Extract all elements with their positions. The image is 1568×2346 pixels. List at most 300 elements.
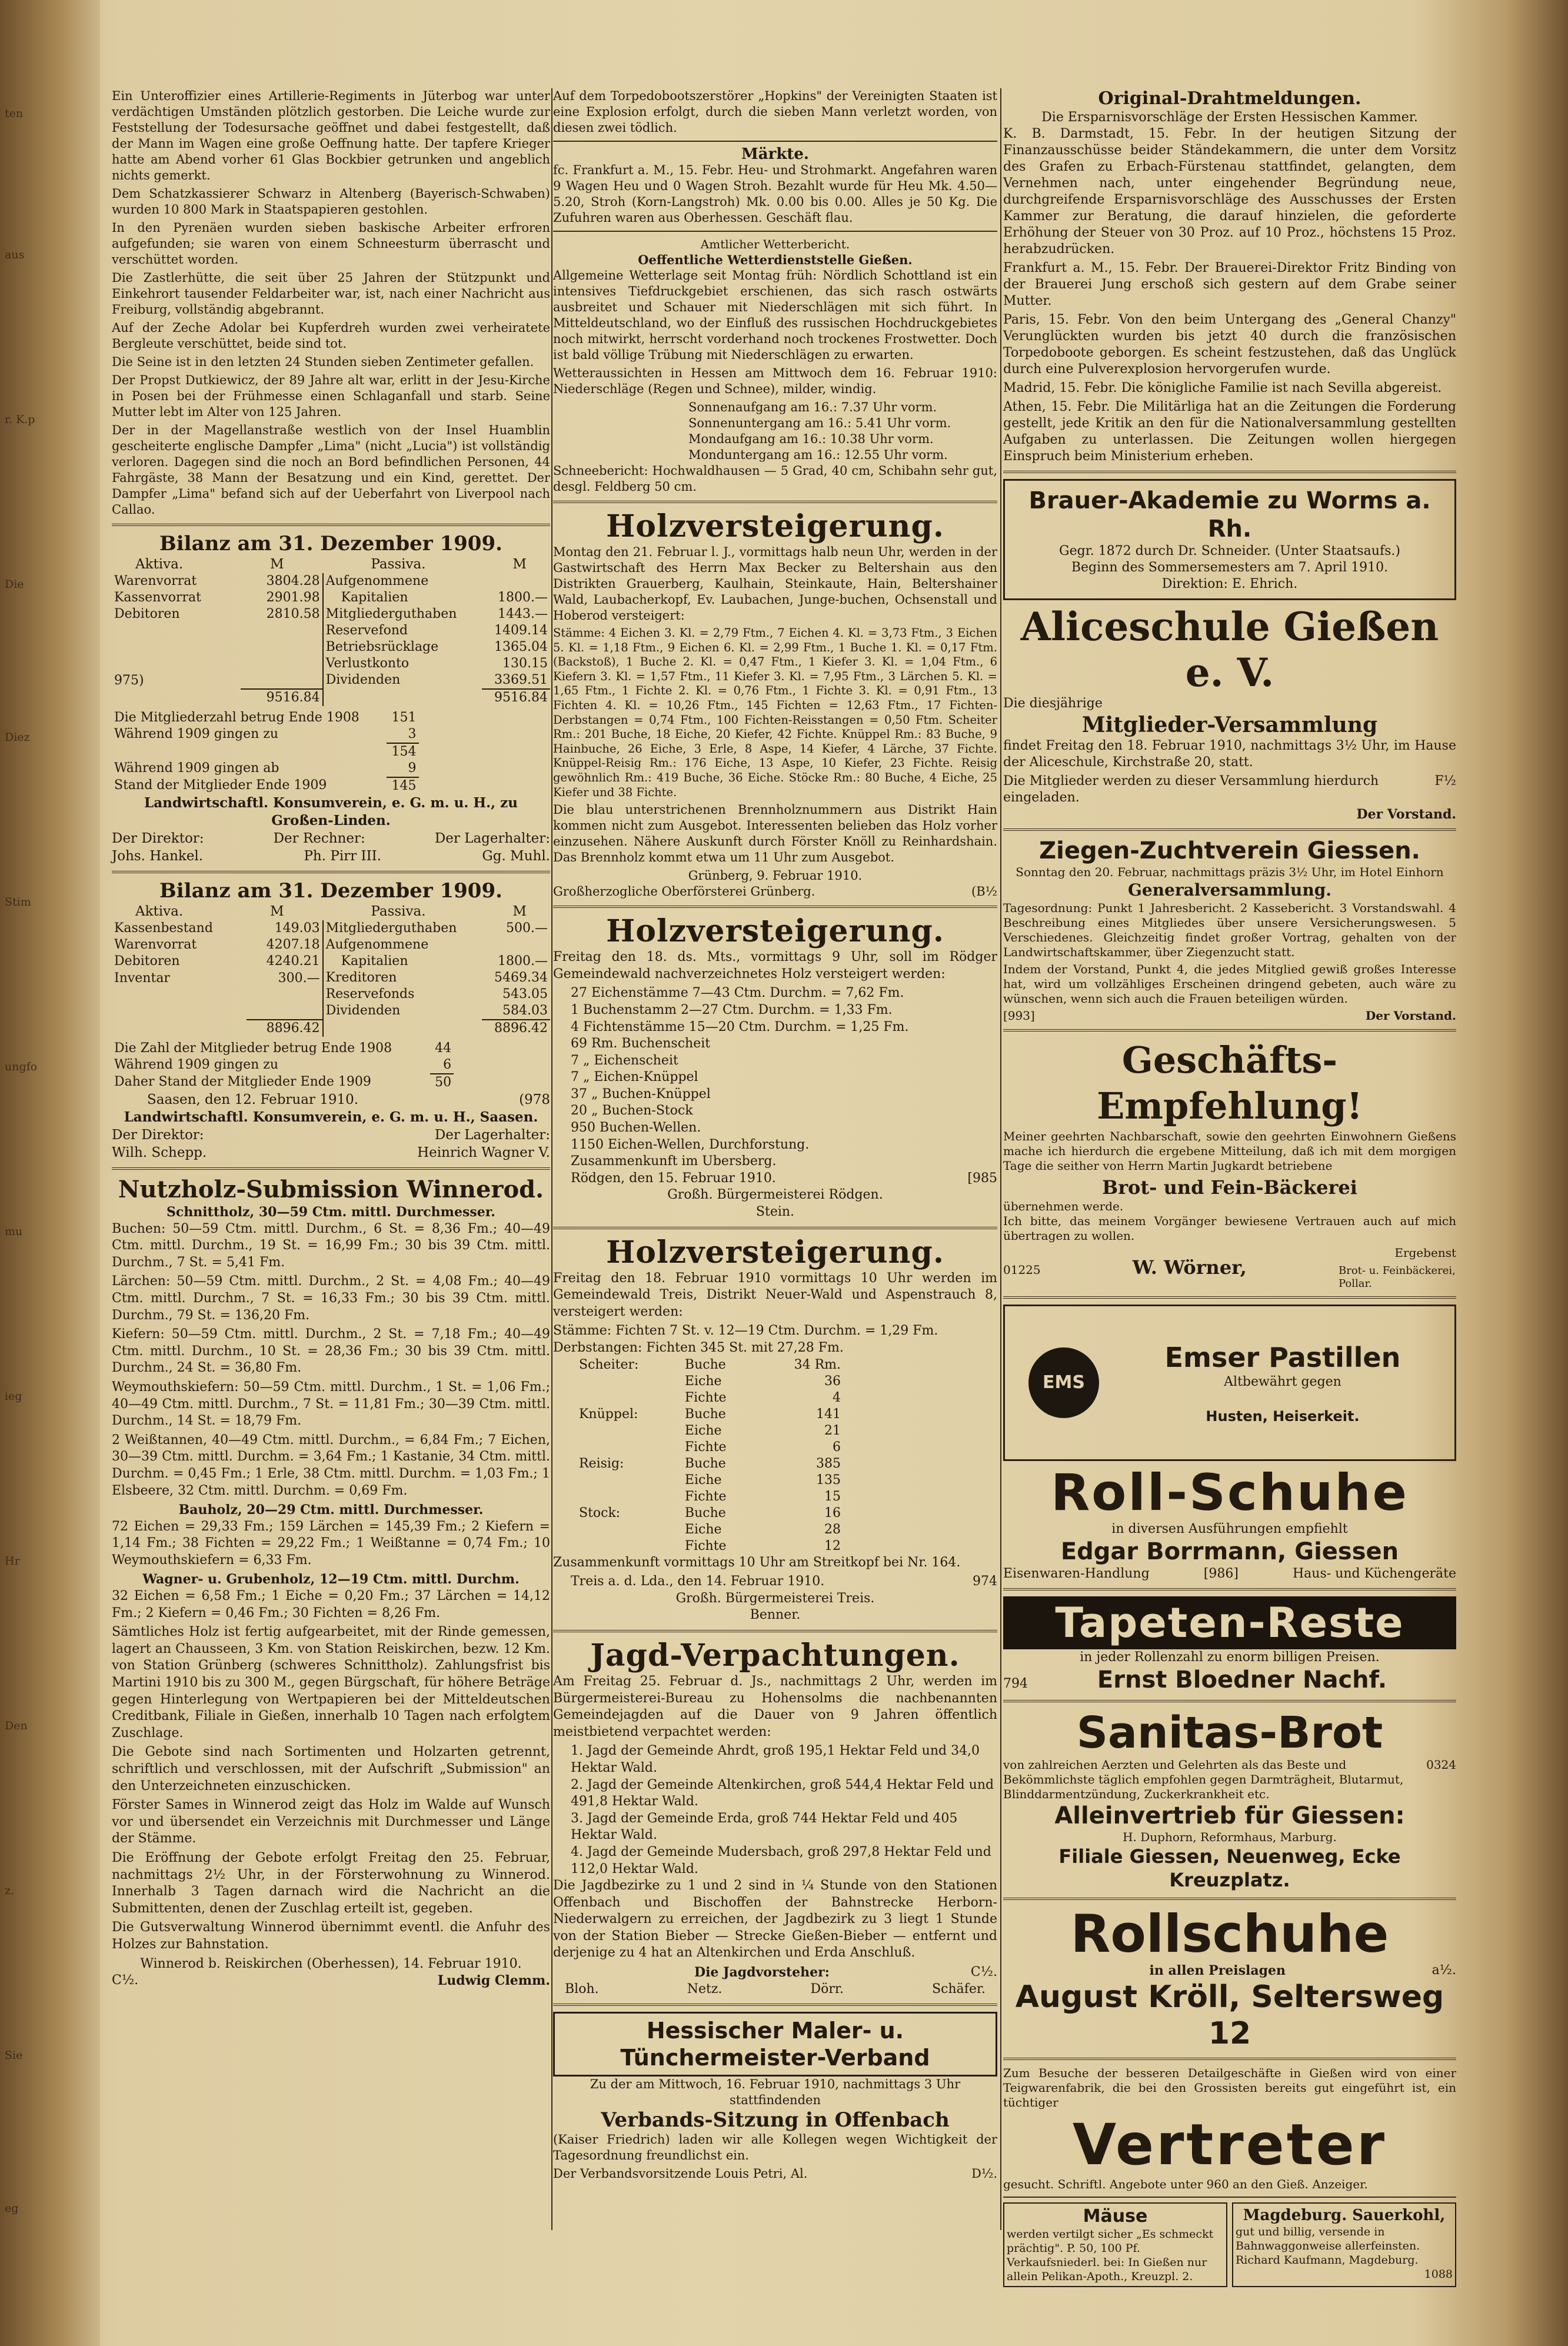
row-label: Warenvorrat [114, 574, 197, 588]
aktiva-table [112, 920, 322, 1037]
stamm-line: Stämme: Fichten 7 St. v. 12—19 Ctm. Durchm. = 1,29 Fm. [553, 1323, 938, 1339]
row-value: 151 [391, 710, 417, 725]
signature: Stein. [755, 1204, 795, 1220]
paragraph: 72 Eichen = 29,33 Fm.; 159 Lärchen = 145,39 Fm.; 2 Kiefern = 1,14 Fm.; 38 Fichten = 29,22 Fm.; 1 Weißtanne = 0,74 Fm.; 10 Weymouthskiefern = 6,33 Fm. [112, 1519, 550, 1568]
market-report: fc. Frankfurt a. M., 15. Febr. Heu- und Strohmarkt. Angefahren waren 9 Wagen Heu und 0 Wagen Stroh. Bezahlt wurde für Heu Mk. 4.50—5.20, Stroh (Korn-Langstroh) Mk. 0.00 bis 0.00. Alles je 50 Kg. Die Zufuhren waren aus Oberhessen. Geschäft flau. [553, 163, 997, 225]
table-row [323, 573, 550, 590]
row-label: Dividenden [325, 673, 401, 687]
names-row [112, 1144, 550, 1162]
bilanz-title: Bilanz am 31. Dezember 1909. [159, 532, 502, 555]
ref-number: 974 [973, 1574, 997, 1589]
ad-heading: Brot- und Fein-Bäckerei [1102, 1176, 1357, 1199]
row-label: Während 1909 gingen ab [114, 761, 279, 776]
passiva-table [322, 573, 550, 706]
row-label: Stand der Mitglieder Ende 1909 [114, 778, 327, 793]
roll1-ad [1003, 1465, 1456, 1582]
row-value: 50 [430, 1074, 454, 1091]
geschaeft-ad [1003, 1037, 1456, 1290]
ad-footer [1003, 1566, 1456, 1582]
paragraph: Die Jagdbezirke zu 1 und 2 sind in ¼ Stunde von den Stationen Offenbach und Bischoffen der Bahnstrecke Herborn-Niederwalgern zu erreichen, der Jagdbezirk zu 3 liegt 1 Stunde von der Station Bieber — Strecke Gießen-Bieber — entfernt und derjenige zu 4 hat an Altenkirchen und Erda Anschluß. [553, 1878, 997, 1961]
ref-number: 01225 [1003, 1263, 1041, 1277]
row-value: 1800.— [498, 954, 548, 969]
section-heading: Bauholz, 20—29 Ctm. mittl. Durchmesser. [178, 1502, 484, 1518]
row-category: Knüppel: [579, 1406, 638, 1422]
section-heading: Schnittholz, 30—59 Ctm. mittl. Durchmesser. [167, 1204, 495, 1220]
section-heading: Wagner- u. Grubenholz, 12—19 Ctm. mittl. Durchm. [142, 1572, 520, 1588]
ref-number: a½. [1431, 1963, 1456, 1978]
table-row [112, 573, 322, 590]
row-value: 34 Rm. [794, 1357, 841, 1372]
news-item: In den Pyrenäen wurden sieben baskische Arbeiter erfroren aufgefunden; sie waren von einem Schneesturm überrascht und verschüttet worden. [112, 221, 550, 267]
signature: Der Vorstand. [1365, 1009, 1456, 1023]
paragraph: Die blau unterstrichenen Brennholznummern aus Distrikt Hain kommen nicht zum Ausgebot. Interessenten belieben das Holz vorher einzusehen. Nähere Auskunft durch Förster Knöll zu Reinhardshain. Das Brennholz kommt etwa um 11 Uhr zum Ausgebot. [553, 803, 997, 865]
ref-number: D½. [971, 2167, 997, 2181]
passiva-table [322, 920, 550, 1037]
row-value: 28 [824, 1522, 841, 1537]
table-row [112, 710, 419, 726]
row-category: Stock: [579, 1505, 621, 1520]
row-value: 5469.34 [494, 970, 548, 985]
sunset: Sonnenuntergang am 16.: 5.41 Uhr vorm. [688, 416, 951, 430]
row-category [577, 1489, 683, 1505]
divider [553, 141, 997, 142]
ems-text [1117, 1341, 1449, 1425]
jagd-ad [553, 1638, 997, 1998]
sunrise: Sonnenaufgang am 16.: 7.37 Uhr vorm. [688, 400, 937, 414]
total-row [323, 1020, 550, 1037]
section-head: Amtlicher Wetterbericht. [700, 237, 850, 251]
row-value: 36 [824, 1373, 841, 1389]
news-section [112, 88, 550, 518]
sauerkohl-ad [1232, 2202, 1456, 2287]
list-item: 950 Buchen-Wellen. [571, 1120, 701, 1136]
section-subtitle: Die Ersparnisvorschläge der Ersten Hessischen Kammer. [1041, 110, 1418, 125]
row-value: 385 [816, 1456, 841, 1471]
signature-head [553, 1964, 997, 1981]
list-item: 2. Jagd der Gemeinde Altenkirchen, groß 544,4 Hektar Feld und 491,8 Hektar Wald. [571, 1777, 994, 1809]
paragraph: Sämtliches Holz ist fertig aufgearbeitet, mit der Rinde gemessen, lagert an Chausseen, 3 Km. von Station Reiskirchen, bezw. 12 Km. von Station Grünberg (schweres Schnittholz). Zahlungsfrist bis Martini 1910 bis zu 300 M., gegen Bürgschaft, für höhere Beträge gegen Hinterlegung von Wertpapieren bei der Mitteldeutschen Creditbank, Filiale in Gießen, innerhalb 10 Tagen nach erfolgtem Zuschlage. [112, 1625, 550, 1741]
paragraph: Freitag den 18. ds. Mts., vormittags 9 Uhr, soll im Rödger Gemeindewald nachverzeichnetes Holz versteigert werden: [553, 950, 997, 981]
ref-number: [986] [1203, 1566, 1239, 1581]
currency-label: M [270, 904, 284, 919]
row-value: 149.03 [274, 921, 320, 936]
names-row [112, 847, 550, 865]
role-label: Der Rechner: [273, 831, 365, 846]
table-row [112, 760, 419, 777]
place-row [553, 1170, 997, 1187]
news-item: Der Propst Dutkiewicz, der 89 Jahre alt war, erlitt in der Jesu-Kirche in Posen bei der Frühmesse einen Schlaganfall und starb. Seine Mutter lebt im Alter von 125 Jahren. [112, 373, 550, 419]
bilanz-ad-2 [112, 879, 550, 1162]
row-label: Kreditoren [325, 970, 397, 985]
row-wood: Buche [684, 1406, 726, 1422]
holz-list [553, 985, 997, 1153]
row-value: 300.— [278, 970, 320, 986]
row-label: Betriebsrücklage [325, 640, 439, 654]
ref-number: [985 [967, 1170, 997, 1186]
row-label: Mitgliederguthaben [325, 921, 457, 936]
paragraph: Meiner geehrten Nachbarschaft, sowie den geehrten Einwohnern Gießens mache ich hierdurch die ergebene Mitteilung, daß ich mit dem morgigen Tage die seither von Herrn Martin Jugkardt betriebene [1003, 1129, 1456, 1173]
signature: Der Vorstand. [1356, 807, 1456, 822]
signature-row [1003, 1256, 1456, 1290]
table-row [323, 953, 550, 970]
divider [553, 1630, 997, 1632]
currency-label: M [270, 557, 284, 572]
role-label: Der Lagerhalter: [434, 1127, 550, 1143]
table-row [112, 623, 322, 689]
row-wood: Buche [684, 1505, 726, 1520]
weather-forecast: Wetteraussichten in Hessen am Mittwoch dem 16. Februar 1910: Niederschläge (Regen und Schnee), milder, windig. [553, 366, 997, 396]
paragraph: findet Freitag den 18. Februar 1910, nachmittags 3½ Uhr, im Hause der Aliceschule, Kirchstraße 20, statt. [1003, 738, 1456, 770]
meeting-point: Zusammenkunft im Ubersberg. [571, 1154, 777, 1169]
holz-ad-1 [553, 509, 997, 900]
table-row [112, 1057, 454, 1074]
divider [1003, 2058, 1456, 2060]
list-item: 4 Fichtenstämme 15—20 Ctm. Durchm. = 1,25 Fm. [571, 1019, 909, 1034]
divider [1003, 1588, 1456, 1590]
paragraph: Freitag den 18. Februar 1910 vormittags 10 Uhr werden im Gemeindewald Treis, Distrikt Neuer-Wald und Aspenstrauch 8, versteigert werden: [553, 1270, 997, 1319]
list-item: 4. Jagd der Gemeinde Mudersbach, groß 297,8 Hektar Feld und 112,0 Hektar Wald. [571, 1844, 991, 1876]
ad-title: Vertreter [1072, 2112, 1387, 2178]
news-item: Auf der Zeche Adolar bei Kupferdreh wurden zwei verheiratete Bergleute verschüttet, beide sind tot. [112, 321, 550, 351]
total-row [112, 1020, 322, 1037]
table-row [323, 639, 550, 655]
paragraph: übernehmen werde. [1003, 1199, 1124, 1213]
ad-title: Jagd-Verpachtungen. [590, 1637, 960, 1673]
ad-line: Husten, Heiserkeit. [1206, 1408, 1360, 1425]
row-label [112, 743, 387, 760]
row-label: Verlustkonto [325, 656, 410, 671]
signature: W. Wörner, [1132, 1256, 1247, 1279]
table-row [112, 1040, 454, 1057]
column-divider [551, 88, 552, 2230]
ref-number: (978 [519, 1092, 550, 1107]
divider [553, 501, 997, 503]
spine-fragment: mu [5, 1225, 23, 1238]
row-wood: Eiche [684, 1423, 722, 1438]
row-category [577, 1423, 683, 1439]
row-wood: Eiche [684, 1472, 722, 1488]
ad-title: Hessischer Maler- u. Tünchermeister-Verband [553, 2012, 997, 2077]
row-category [577, 1390, 683, 1406]
row-value: 543.05 [502, 987, 548, 1001]
ref-number: F½ [1434, 774, 1456, 788]
signature: Benner. [750, 1608, 801, 1623]
ad-title: Sanitas-Brot [1076, 1708, 1383, 1758]
paragraph: (Kaiser Friedrich) laden wir alle Kollegen wegen Wichtigkeit der Tagesordnung freundlichst ein. [553, 2132, 997, 2163]
paragraph: Montag den 21. Februar l. J., vormittags halb neun Uhr, werden in der Gastwirtschaft des Herrn Max Becker zu Beltershain aus den Distrikten Grauerberg, Kaulhain, Steinkaute, Hain, Beltershainer Wald, Laubacherkopf, Ev. Laubachen, Junge-buchen, Ochsenstall und Hoberod versteigert: [553, 545, 997, 623]
ad-line: in allen Preislagen [1149, 1963, 1286, 1978]
place-date: Winnerod b. Reiskirchen (Oberhessen), 14. Februar 1910. [140, 1956, 522, 1971]
aktiva-label: Aktiva. [135, 904, 184, 919]
signature: Ludwig Clemm. [437, 1973, 550, 1989]
ref-number: 794 [1003, 1676, 1028, 1691]
row-label: Warenvorrat [114, 937, 197, 953]
ad-line: Haus- und Küchengeräte [1293, 1566, 1456, 1581]
roll2-ad [1003, 1906, 1456, 2052]
person-name: Netz. [687, 1981, 723, 1996]
currency-label: M [512, 904, 527, 919]
paragraph: Indem der Vorstand, Punkt 4, die jedes Mitglied gewiß großes Interesse hat, wird um vollzähliges Erscheinen dringend gebeten, auch wäre zu wünschen, wenn sich auch die Frauen beteiligen würden. [1003, 962, 1456, 1006]
table-row [323, 970, 550, 986]
divider [112, 524, 550, 526]
table-row [112, 1074, 454, 1091]
row-label: Aufgenommene [325, 937, 429, 952]
divider [1003, 828, 1456, 831]
derb-line: Derbstangen: Fichten 345 St. mit 27,28 Fm. [553, 1340, 844, 1355]
news-item: Athen, 15. Febr. Die Militärliga hat an die Zeitungen die Forderung gestellt, jede Kritik an den für die Nationalversammlung gestellten Aufgaben zu unterlassen. Die Zeitungen wollen hiergegen Einspruch beim Ministerium erheben. [1003, 400, 1456, 464]
divider [553, 2004, 997, 2006]
passiva-label: Passiva. [371, 904, 426, 919]
aktiva-table [112, 573, 322, 706]
row-wood: Fichte [684, 1538, 727, 1553]
row-value: 4 [833, 1390, 841, 1405]
ref-number: 1088 [1424, 2268, 1453, 2281]
paragraph-row [1003, 1758, 1456, 1802]
row-wood: Buche [684, 1456, 726, 1471]
roles-row [112, 1126, 550, 1144]
passiva-label: Passiva. [371, 557, 426, 572]
news-item: Die Seine ist in den letzten 24 Stunden sieben Zentimeter gefallen. [112, 355, 534, 369]
row-value: 44 [435, 1041, 452, 1056]
row-wood: Fichte [684, 1489, 727, 1504]
news-item: Dem Schatzkassierer Schwarz in Altenberg (Bayerisch-Schwaben) wurden 10 800 Mark in Staatspapieren gestohlen. [112, 187, 550, 217]
small-ads-row [1003, 2202, 1456, 2287]
list-item: 20 „ Buchen-Stock [571, 1103, 693, 1119]
table-row [323, 655, 550, 672]
alice-ad [1003, 604, 1456, 823]
table-row [577, 1505, 843, 1522]
column-divider [1000, 88, 1001, 2230]
role-label: Der Lagerhalter: [434, 831, 550, 846]
adjacent-page-edge [0, 0, 100, 2346]
bilanz-title: Bilanz am 31. Dezember 1909. [159, 879, 502, 903]
person-name: Dörr. [810, 1981, 844, 1996]
bilanz-body [112, 573, 550, 706]
side-note: 975) [114, 673, 144, 688]
divider [1003, 1898, 1456, 1900]
ad-title: Ziegen-Zuchtverein Giessen. [1039, 837, 1420, 864]
table-row [323, 1003, 550, 1020]
list-item: 1 Buchenstamm 2—27 Ctm. Durchm. = 1,33 Fm. [571, 1002, 893, 1017]
spine-fragment: eg [5, 2202, 19, 2215]
person-name: Johs. Hankel. [112, 848, 204, 864]
weather-report: Allgemeine Wetterlage seit Montag früh: Nördlich Schottland ist ein intensives Tiefdruckgebiet erschienen, das sich rasch ostwärts ausbreitet und Schauer mit Niederschlägen mit sich führt. In Mitteldeutschland, wo der Einfluß des russischen Hochdruckgebietes noch mitwirkt, herrscht vorderhand noch trockenes Frostwetter. Doch ist bald völlige Trübung mit Niederschlägen zu erwarten. [553, 268, 997, 362]
total-value: 9516.84 [241, 689, 322, 706]
holz-ad-3 [553, 1235, 997, 1624]
list-item: 1150 Eichen-Wellen, Durchforstung. [571, 1137, 810, 1152]
ad-title: Geschäfts-Empfehlung! [1097, 1039, 1363, 1127]
moonset: Monduntergang am 16.: 12.55 Uhr vorm. [688, 448, 948, 462]
person-name: Bloh. [565, 1981, 599, 1996]
paragraph: Kiefern: 50—59 Ctm. mittl. Durchm., 2 St. = 7,18 Fm.; 40—49 Ctm. mittl. Durchm., 10 St. = 28,36 Fm.; 30 bis 39 Ctm. mittl. Durchm., 24 St. = 36,80 Fm. [112, 1327, 550, 1376]
row-label: Kassenvorrat [114, 590, 201, 605]
roles-row [112, 830, 550, 847]
row-value [482, 573, 550, 590]
place-date: Rödgen, den 15. Februar 1910. [571, 1170, 776, 1186]
row-category: Reisig: [579, 1456, 624, 1471]
list-item: 7 „ Eichenscheit [571, 1053, 678, 1068]
spine-fragment: z. [5, 1884, 15, 1897]
row-wood: Fichte [684, 1390, 727, 1405]
place-row [553, 1573, 997, 1590]
org-name: Landwirtschaftl. Konsumverein, e. G. m. u. H., Saasen. [124, 1109, 538, 1125]
row-value: 1409.14 [494, 623, 548, 638]
spine-fragment: aus [5, 248, 25, 261]
paragraph: Die Mitglieder werden zu dieser Versammlung hierdurch eingeladen. [1003, 774, 1379, 805]
ref-number: (B½ [971, 884, 997, 899]
signature: Der Verbandsvorsitzende Louis Petri, Al. [553, 2167, 808, 2181]
row-value: 12 [824, 1538, 841, 1553]
table-row [577, 1489, 843, 1505]
person-name: Ph. Pirr III. [304, 848, 382, 864]
row-value: 584.03 [502, 1003, 548, 1018]
bilanz-header [112, 555, 550, 573]
row-label: Inventar [114, 970, 170, 986]
holz-ad-2 [553, 914, 997, 1221]
vertreter-ad [1003, 2066, 1456, 2192]
role-label: Der Direktor: [112, 831, 204, 846]
table-row [323, 623, 550, 639]
members-table [112, 710, 419, 794]
row-category [577, 1522, 683, 1538]
paragraph: 2 Weißtannen, 40—49 Ctm. mittl. Durchm., = 6,84 Fm.; 7 Eichen, 30—39 Ctm. mittl. Durchm. = 3,64 Fm.; 1 Kastanie, 34 Ctm. mittl. Durchm. = 0,45 Fm.; 1 Erle, 38 Ctm. mittl. Durchm. = 1,03 Fm.; 1 Elsbeere, 32 Ctm. mittl. Durchm. = 0,69 Fm. [112, 1432, 550, 1498]
news-item: Auf dem Torpedobootszerstörer „Hopkins" der Vereinigten Staaten ist eine Explosion erfolgt, durch die sieben Mann verletzt worden, von diesen zwei tödlich. [553, 89, 997, 135]
ad-line: H. Duphorn, Reformhaus, Marburg. [1123, 1830, 1337, 1844]
jagd-list [553, 1743, 997, 1878]
row-value: 130.15 [502, 656, 548, 671]
row-value: 16 [824, 1505, 841, 1520]
paragraph: Förster Sames in Winnerod zeigt das Holz im Walde auf Wunsch vor und übersendet ein Verzeichnis mit Durchmesser und Länge der Stämme. [112, 1798, 550, 1846]
table-row [112, 743, 419, 760]
table-row [112, 726, 419, 743]
table-row [112, 970, 322, 987]
ad-title: Rollschuhe [1070, 1904, 1389, 1964]
paragraph: Tagesordnung: Punkt 1 Jahresbericht. 2 Kassebericht. 3 Vorstandswahl. 4 Beschreibung eines Mitgliedes über unsere Versicherungswesen. 5 Verschiedenes. Gleichzeitig findet großer Vortrag, gehalten von der Landwirtschaftskammer, über Ziegenzucht statt. [1003, 901, 1456, 959]
signature-detail: Brot- u. Feinbäckerei, Pollar. [1339, 1264, 1456, 1290]
ems-ad [1003, 1305, 1456, 1461]
ad-name: Edgar Borrmann, Giessen [1060, 1538, 1399, 1565]
row-value: 141 [816, 1406, 841, 1422]
sign-title: Die Jagdvorsteher: [694, 1965, 830, 1981]
table-row [112, 777, 419, 794]
list-item: 27 Eichenstämme 7—43 Ctm. Durchm. = 7,62 Fm. [571, 986, 904, 1001]
news-item: Der in der Magellanstraße westlich von der Insel Huamblin gescheiterte englische Dampfer „Lima" (nicht „Lucia") ist vollständig verloren. Dagegen sind die noch an Bord befindlichen Personen, 44 Fahrgäste, 38 Mann der Besatzung und ein Kind, gerettet. Der Dampfer „Lima" befand sich auf der Ueberfahrt von Liverpool nach Callao. [112, 423, 550, 517]
bilanz-header [112, 903, 550, 920]
news-item: Madrid, 15. Febr. Die königliche Familie ist nach Sevilla abgereist. [1003, 381, 1442, 395]
table-row [577, 1538, 843, 1555]
divider [553, 231, 997, 232]
bilanz-ad-1 [112, 532, 550, 865]
meeting-point: Zusammenkunft vormittags 10 Uhr am Streitkopf bei Nr. 164. [553, 1555, 961, 1570]
signature-row [1003, 1009, 1456, 1023]
ad-heading: Alleinvertrieb für Giessen: [1054, 1802, 1405, 1829]
list-item: 1. Jagd der Gemeinde Ahrdt, groß 195,1 Hektar Feld und 34,0 Hektar Wald. [571, 1743, 980, 1775]
row-wood: Fichte [684, 1439, 727, 1455]
paragraph: 32 Eichen = 6,58 Fm.; 1 Eiche = 0,20 Fm.; 37 Lärchen = 14,12 Fm.; 2 Kiefern = 0,46 Fm.; 30 Fichten = 8,26 Fm. [112, 1589, 550, 1620]
ad-line: Filiale Giessen, Neuenweg, Ecke Kreuzplatz. [1058, 1845, 1401, 1891]
bilanz-body [112, 920, 550, 1037]
table-row [577, 1357, 843, 1373]
section-title: Oeffentliche Wetterdienststelle Gießen. [638, 252, 913, 267]
ad-title: Emser Pastillen [1164, 1342, 1401, 1373]
row-value: 3804.28 [266, 574, 320, 588]
table-row [112, 937, 322, 953]
paragraph: gesucht. Schriftl. Angebote unter 960 an den Gieß. Anzeiger. [1003, 2177, 1368, 2191]
list-item: 37 „ Buchen-Knüppel [571, 1086, 711, 1102]
row-value: 1800.— [498, 590, 548, 605]
table-row [323, 920, 550, 937]
news-item: Ein Unteroffizier eines Artillerie-Regiments in Jüterbog war unter verdächtigen Umständen plötzlich gestorben. Die Leiche wurde zur Feststellung der Todesursache geöffnet und dabei festgestellt, daß der Mann im Wagen eine große Oeffnung hatte. Der tapfere Krieger hatte am Abend vorher 61 Glas Bockbier getrunken und angeblich nichts gemerkt. [112, 89, 550, 182]
table-row [112, 953, 322, 970]
members-table [112, 1040, 454, 1091]
news-item: Die Zastlerhütte, die seit über 25 Jahren der Stützpunkt und Einkehrort tausender Feldarbeiter war, ist, nach einer Nachricht aus Freiburg, vollständig abgebrannt. [112, 271, 550, 317]
meeting-title: Verbands-Sitzung in Offenbach [601, 2108, 950, 2132]
spine-fragment: Die [5, 578, 24, 591]
section-title: Märkte. [741, 145, 809, 163]
divider [1003, 1296, 1456, 1299]
table-row [323, 986, 550, 1003]
spine-fragment: ieg [5, 1390, 22, 1403]
snow-report: Schneebericht: Hochwaldhausen — 5 Grad, 40 cm, Schibahn sehr gut, desgl. Feldberg 50 cm. [553, 464, 997, 494]
paragraph: Weymouthskiefern: 50—59 Ctm. mittl. Durchm., 1 St. = 1,06 Fm.; 40—49 Ctm. mittl. Durchm., 7 St. = 11,81 Fm.; 30—39 Ctm. mittl. Durchm., 14 St. = 18,79 Fm. [112, 1379, 550, 1429]
ad-line: Beginn des Sommersemesters am 7. April 1910. [1071, 560, 1389, 575]
row-label: Die Zahl der Mitglieder betrug Ende 1908 [114, 1041, 392, 1056]
list-item: 7 „ Eichen-Knüppel [571, 1070, 698, 1085]
divider [1003, 1029, 1456, 1031]
ref-number: C½. [970, 1965, 997, 1980]
news-item: K. B. Darmstadt, 15. Febr. In der heutigen Sitzung der Finanzausschüsse beider Ständekammern, die unter dem Vorsitz des Grafen zu Erbach-Fürstenau stattfindet, gelangten, dem Vernehmen nach, unter eingehender Begründung neue, durchgreifende Ersparnisvorschläge des Ausschusses der Ersten Kammer zur Beratung, die darauf hinzielen, die geforderte Erhöhung der Steuer von 30 Proz. auf 10 Proz., höchstens 15 Proz. herabzudrücken. [1003, 127, 1456, 257]
row-label: Reservefonds [325, 987, 415, 1001]
paragraph: Lärchen: 50—59 Ctm. mittl. Durchm., 2 St. = 4,08 Fm.; 40—49 Ctm. mittl. Durchm., 7 St. = 16,33 Fm.; 30 bis 39 Ctm. mittl. Durchm., 79 St. = 136,20 Fm. [112, 1274, 550, 1323]
row-value: 135 [816, 1472, 841, 1488]
aktiva-label: Aktiva. [135, 557, 184, 572]
ad-title: Brauer-Akademie zu Worms a. Rh. [1028, 487, 1431, 543]
spine-fragment: ten [5, 107, 24, 120]
org-name: Großh. Bürgermeisterei Treis. [675, 1590, 875, 1606]
row-value [482, 937, 550, 953]
spine-fragment: r. K.p [5, 413, 35, 426]
row-value: 15 [824, 1489, 841, 1504]
column-1 [112, 88, 550, 1989]
row-label: Kassenbestand [114, 921, 213, 936]
holz-table [577, 1357, 843, 1555]
row-category: Scheiter: [579, 1357, 639, 1372]
row-category [577, 1439, 683, 1456]
row-label: Debitoren [114, 954, 180, 969]
role-label: Der Direktor: [112, 1127, 204, 1143]
row-value: 6 [443, 1057, 452, 1072]
total-row [323, 689, 550, 706]
paragraph: Die Eröffnung der Gebote erfolgt Freitag den 25. Februar, nachmittags 2½ Uhr, in der Försterwohnung zu Winnerod. Innerhalb 3 Tagen darnach wird die Nachricht an die Submittenten, denen der Zuschlag erteilt ist, gegeben. [112, 1850, 550, 1916]
total-value: 8896.42 [247, 1020, 322, 1037]
signature-row [553, 2166, 997, 2182]
place-date: Grünberg, 9. Februar 1910. [688, 868, 863, 883]
table-row [577, 1373, 843, 1390]
row-value: 21 [824, 1423, 841, 1438]
column-3 [1003, 88, 1456, 2287]
total-row [112, 689, 322, 706]
ad-title: Mäuse [1083, 2206, 1148, 2227]
table-row [577, 1390, 843, 1406]
moonrise: Mondaufgang am 16.: 10.38 Uhr vorm. [688, 432, 934, 446]
divider [112, 1167, 550, 1170]
place-date: Saasen, den 12. Februar 1910. [147, 1092, 359, 1107]
org-name: Großh. Bürgermeisterei Rödgen. [667, 1187, 883, 1203]
ad-line: in jeder Rollenzahl zu enorm billigen Preisen. [1080, 1650, 1380, 1665]
row-category [577, 1472, 683, 1489]
ad-title: Holzversteigerung. [606, 913, 944, 950]
table-row [112, 590, 322, 606]
